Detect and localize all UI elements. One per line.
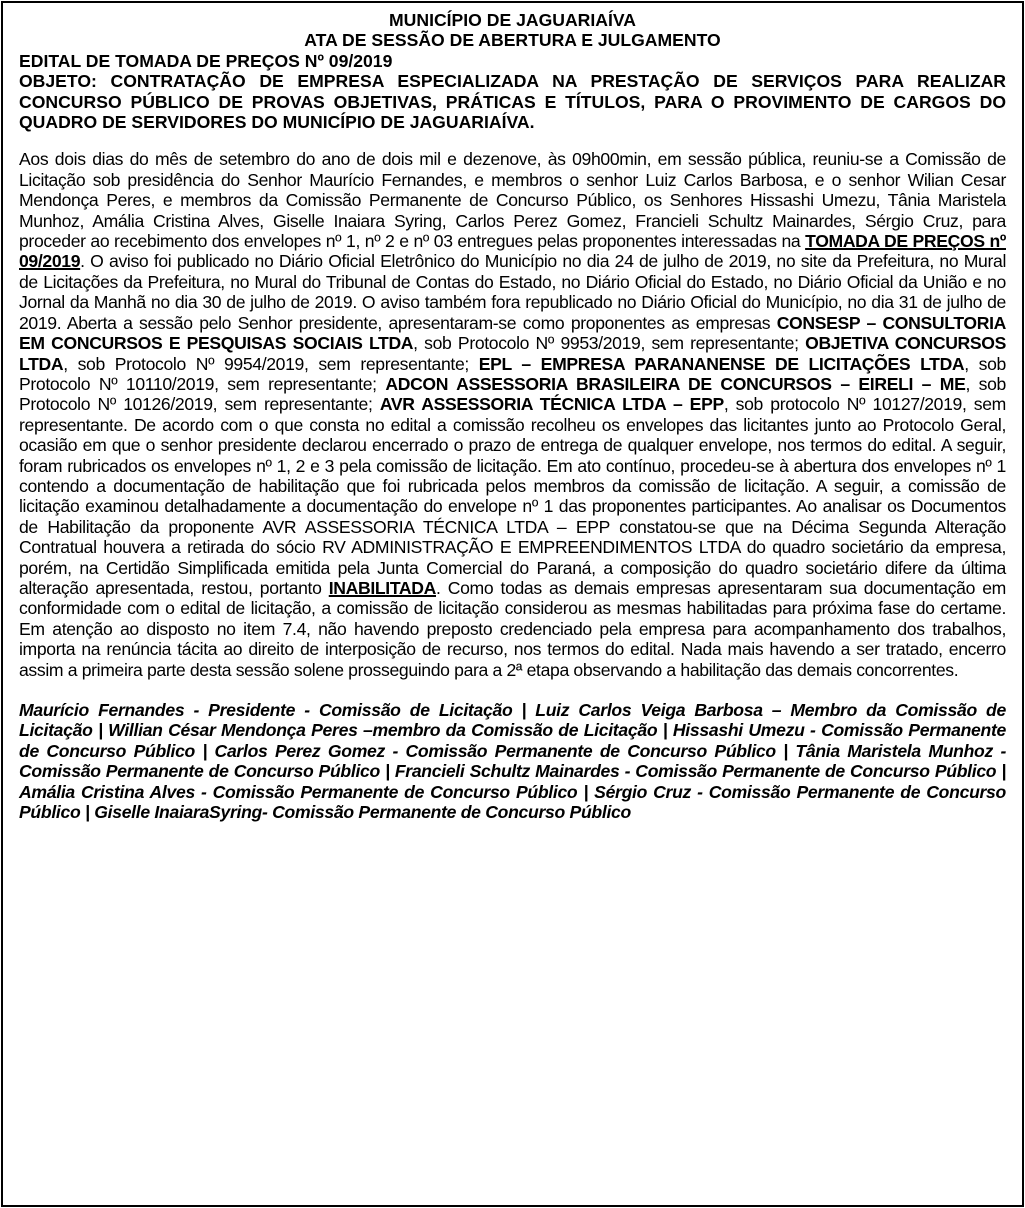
minutes-paragraph	[19, 149, 1006, 680]
text-segment: , sob protocolo Nº 10127/2019, sem representante. De acordo com o que consta no edital a comissão recolheu os envelopes das licitantes junto ao Protocolo Geral, ocasião em que o senhor presidente declarou encerrado o prazo de entrega de qualquer envelope, nos termos do edital. A seguir, foram rubricados os envelopes nº 1, 2 e 3 pela comissão de licitação. Em ato contínuo, procedeu-se à abertura dos envelopes nº 1 contendo a documentação de habilitação que foi rubricada pelos membros da comissão de licitação. A seguir, a comissão de licitação examinou detalhadamente a documentação do envelope nº 1 das proponentes participantes. Ao analisar os Documentos de Habilitação da proponente AVR ASSESSORIA TÉCNICA LTDA – EPP constatou-se que na Décima Segunda Alteração Contratual houvera a retirada do sócio RV ADMINISTRAÇÃO E EMPREENDIMENTOS LTDA do quadro societário da empresa, porém, na Certidão Simplificada emitida pela Junta Comercial do Paraná, a composição do quadro societário difere da última alteração apresentada, restou, portanto	[19, 394, 1006, 598]
company-adcon: ADCON ASSESSORIA BRASILEIRA DE CONCURSOS – EIRELI – ME	[385, 373, 966, 394]
text-segment: , sob Protocolo Nº 10126/2019, sem representante;	[19, 373, 1006, 415]
signatures: Maurício Fernandes - Presidente - Comissão de Licitação | Luiz Carlos Veiga Barbosa – Membro da Comissão de Licitação | Willian César Mendonça Peres –membro da Comissão de Licitação | Hissashi Umezu - Comissão Permanente de Concurso Público | Carlos Perez Gomez - Comissão Permanente de Concurso Público | Tânia Maristela Munhoz - Comissão Permanente de Concurso Público | Francieli Schultz Mainardes - Comissão Permanente de Concurso Público | Amália Cristina Alves - Comissão Permanente de Concurso Público | Sérgio Cruz - Comissão Permanente de Concurso Público | Giselle InaiaraSyring- Comissão Permanente de Concurso Público	[19, 700, 1006, 823]
text-segment: . O aviso foi publicado no Diário Oficial Eletrônico do Município no dia 24 de julho de 2019, no site da Prefeitura, no Mural de Licitações da Prefeitura, no Mural do Tribunal de Contas do Estado, no Diário Oficial do Estado, no Diário Oficial da União e no Jornal da Manhã no dia 30 de julho de 2019. O aviso também fora republicado no Diário Oficial do Município, no dia 31 de julho de 2019. Aberta a sessão pelo Senhor presidente, apresentaram-se como proponentes as empresas	[19, 251, 1006, 333]
company-avr: AVR ASSESSORIA TÉCNICA LTDA – EPP	[379, 394, 724, 415]
company-epl: EPL – EMPRESA PARANANENSE DE LICITAÇÕES LTDA	[478, 353, 965, 374]
objeto-paragraph: OBJETO: CONTRATAÇÃO DE EMPRESA ESPECIALIZADA NA PRESTAÇÃO DE SERVIÇOS PARA REALIZAR CONCURSO PÚBLICO DE PROVAS OBJETIVAS, PRÁTICAS E TÍTULOS, PARA O PROVIMENTO DE CARGOS DO QUADRO DE SERVIDORES DO MUNICÍPIO DE JAGUARIAÍVA.	[19, 71, 1006, 133]
text-segment: , sob Protocolo Nº 10110/2019, sem representante;	[19, 353, 1006, 394]
municipality-title: MUNICÍPIO DE JAGUARIAÍVA	[389, 10, 636, 30]
text-segment: , sob Protocolo Nº 9953/2019, sem representante;	[413, 333, 806, 354]
text-segment: Aos dois dias do mês de setembro do ano de dois mil e dezenove, às 09h00min, em sessão pública, reuniu-se a Comissão de Licitação sob presidência do Senhor Maurício Fernandes, e membros o senhor Luiz Carlos Barbosa, e o senhor Wilian Cesar Mendonça Peres, e membros da Comissão Permanente de Concurso Público, os Senhores Hissashi Umezu, Tânia Maristela Munhoz, Amália Cristina Alves, Giselle Inaiara Syring, Carlos Perez Gomez, Francieli Schultz Mainardes, Sérgio Cruz, para proceder ao recebimento dos envelopes nº 1, nº 2 e nº 03 entregues pelas proponentes interessadas na	[19, 149, 1006, 252]
company-consesp: CONSESP – CONSULTORIA EM CONCURSOS E PESQUISAS SOCIAIS LTDA	[19, 312, 1006, 354]
text-segment: , sob Protocolo Nº 9954/2019, sem representante;	[63, 353, 479, 374]
tomada-reference: TOMADA DE PREÇOS nº 09/2019	[19, 231, 1006, 272]
inabilitada-status: INABILITADA	[328, 577, 436, 598]
company-objetiva: OBJETIVA CONCURSOS LTDA	[19, 333, 1007, 374]
document-title: ATA DE SESSÃO DE ABERTURA E JULGAMENTO	[304, 30, 721, 51]
text-segment: . Como todas as demais empresas apresentaram sua documentação em conformidade com o edital de licitação, a comissão de licitação considerou as mesmas habilitadas para próxima fase do certame. Em atenção ao disposto no item 7.4, não havendo preposto credenciado pela empresa para acompanhamento dos trabalhos, importa na renúncia tácita ao direito de interposição de recurso, nos termos do edital. Nada mais havendo a ser tratado, encerro assim a primeira parte desta sessão solene prosseguindo para a 2ª etapa observando a habilitação das demais concorrentes.	[19, 577, 1006, 680]
document	[19, 10, 1006, 822]
edital-title: EDITAL DE TOMADA DE PREÇOS Nº 09/2019	[19, 50, 393, 71]
